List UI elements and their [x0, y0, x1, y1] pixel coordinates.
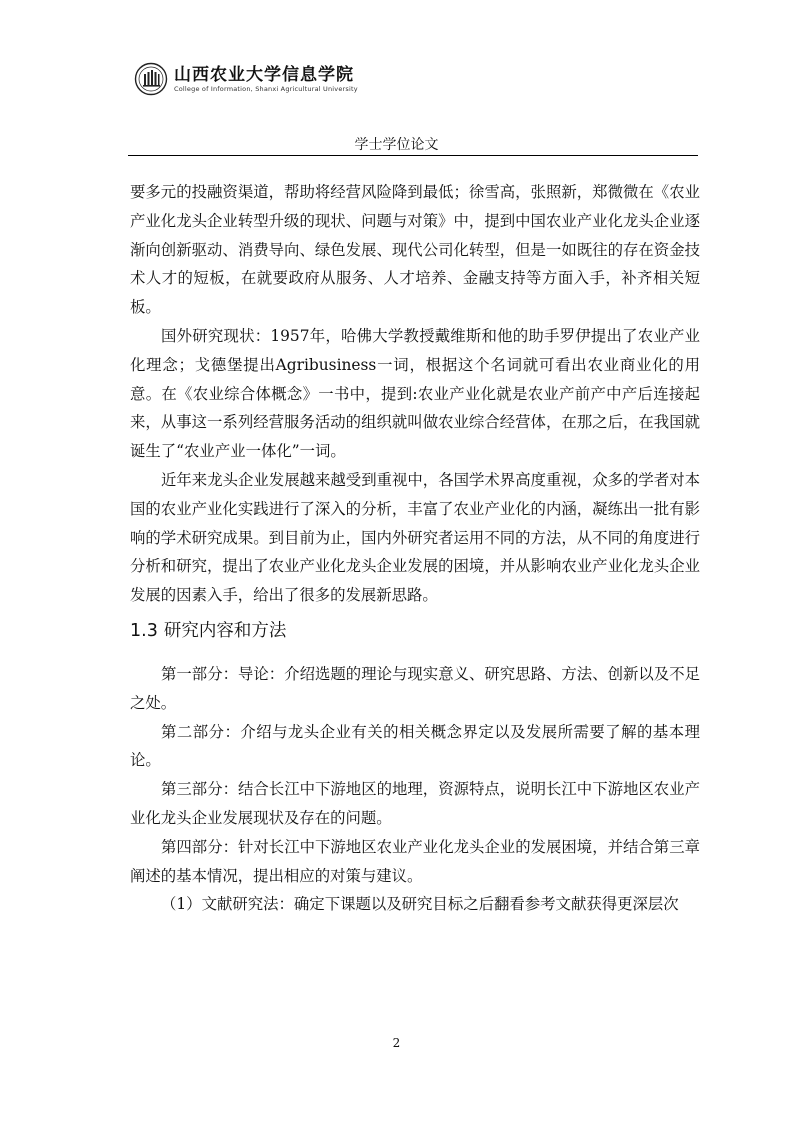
university-seal-icon — [134, 62, 168, 96]
paragraph: 第二部分：介绍与龙头企业有关的相关概念界定以及发展所需要了解的基本理论。 — [130, 722, 700, 770]
section-heading — [130, 616, 700, 646]
logo-title: 山西农业大学信息学院 — [174, 64, 354, 85]
section-number: 1.3 — [130, 620, 158, 641]
paragraph: 近年来龙头企业发展越来越受到重视中，各国学术界高度重视，众多的学者对本国的农业产业化实践进行了深入的分析，丰富了农业产业化的内涵，凝练出一批有影响的学术研究成果。到目前为止，国内外研究者运用不同的方法，从不同的角度进行分析和研究，提出了农业产业化龙头企业发展的困境，并从影响农业产业化龙头企业发展的因素入手，给出了很多的发展新思路。 — [130, 470, 700, 605]
paragraph: （1）文献研究法：确定下课题以及研究目标之后翻看参考文献获得更深层次 — [161, 895, 679, 914]
page-header-title: 学士学位论文 — [354, 137, 439, 153]
paragraph: 第四部分：针对长江中下游地区农业产业化龙头企业的发展困境，并结合第三章阐述的基本情况，提出相应的对策与建议。 — [130, 837, 700, 885]
document-body — [130, 178, 700, 919]
paragraph: 第一部分：导论：介绍选题的理论与现实意义、研究思路、方法、创新以及不足之处。 — [130, 664, 700, 712]
section-title: 研究内容和方法 — [163, 620, 287, 641]
university-logo — [134, 62, 358, 96]
paragraph: 第三部分：结合长江中下游地区的地理，资源特点，说明长江中下游地区农业产业化龙头企业发展现状及存在的问题。 — [130, 780, 700, 827]
paragraph: 要多元的投融资渠道，帮助将经营风险降到最低；徐雪高，张照新，郑微微在《农业产业化龙头企业转型升级的现状、问题与对策》中，提到中国农业产业化龙头企业逐渐向创新驱动、消费导向、绿色发展、现代公司化转型，但是一如既往的存在资金技术人才的短板，在就要政府从服务、人才培养、金融支持等方面入手，补齐相关短板。 — [130, 183, 700, 317]
page-number: 2 — [392, 1036, 401, 1050]
paragraph: 国外研究现状：1957年，哈佛大学教授戴维斯和他的助手罗伊提出了农业产业化理念；戈德堡提出Agribusiness一词，根据这个名词就可看出农业商业化的用意。在《农业综合体概念》一书中，提到:农业产业化就是农业产前产中产后连接起来，从事这一系列经营服务活动的组织就叫做农业综合经营体，在那之后，在我国就诞生了“农业产业一体化”一词。 — [130, 326, 700, 461]
header-divider — [128, 155, 698, 156]
logo-subtitle: College of Information, Shanxi Agricultural University — [174, 84, 358, 93]
